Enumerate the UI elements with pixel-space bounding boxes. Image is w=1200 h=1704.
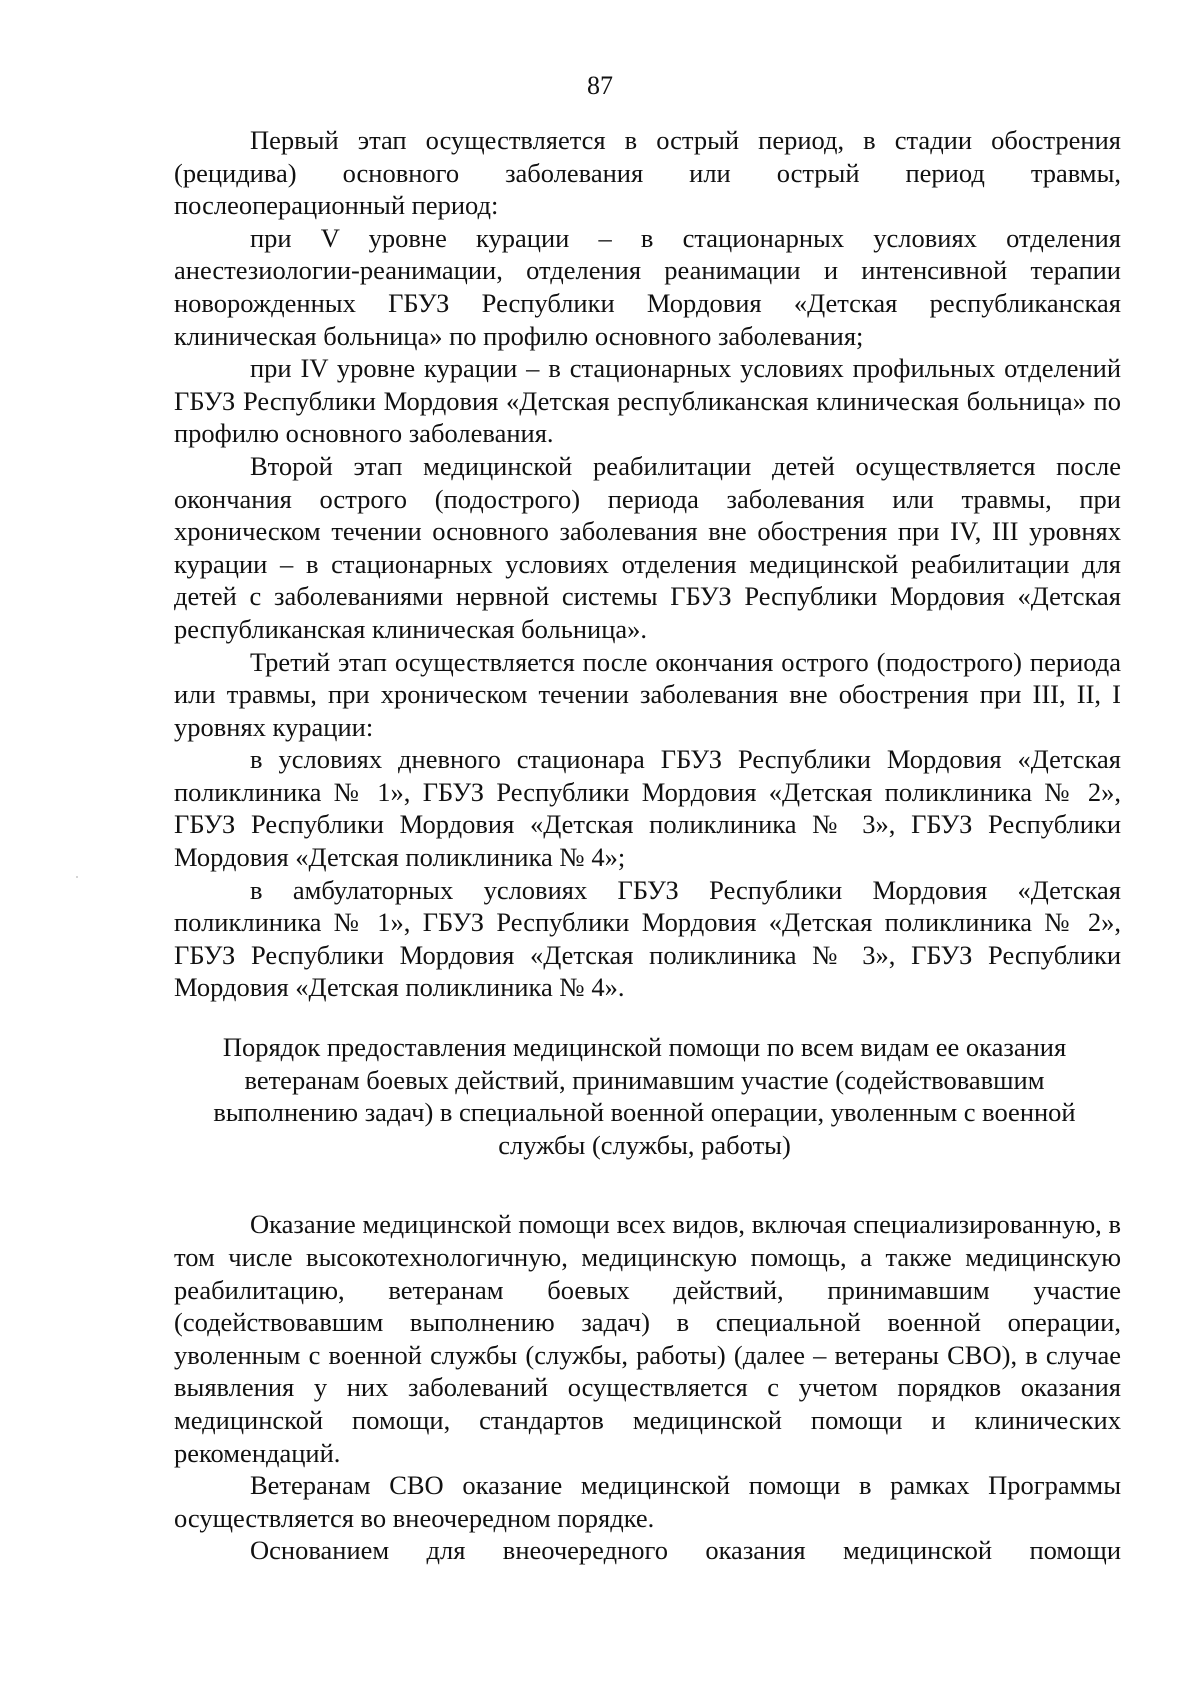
paragraph-first-stage: Первый этап осуществляется в острый период, в стадии обострения (рецидива) основного заболевания или острый период травмы, послеоперационный период: — [174, 125, 1121, 221]
paragraph-third-stage: Третий этап осуществляется после окончания острого (подострого) периода или травмы, при хроническом течении заболевания вне обострения при III, II, I уровнях курации: — [174, 646, 1121, 742]
section-heading-line: службы (службы, работы) — [498, 1129, 791, 1160]
paragraph-priority-order: Ветеранам СВО оказание медицинской помощи в рамках Программы осуществляется во внеочередном порядке. — [174, 1470, 1121, 1533]
section-body — [174, 1208, 1121, 1567]
page-number: 87 — [587, 71, 613, 100]
section-heading-line: Порядок предоставления медицинской помощи по всем видам ее оказания — [222, 1032, 1067, 1063]
paragraph-second-stage: Второй этап медицинской реабилитации детей осуществляется после окончания острого (подострого) периода заболевания или травмы, при хроническом течении основного заболевания вне обострения при IV, III уровнях курации – в стационарных условиях отделения медицинской реабилитации для детей с заболеваниями нервной системы ГБУЗ Республики Мордовия «Детская республиканская клиническая больница». — [174, 450, 1121, 644]
paragraph-day-hospital: в условиях дневного стационара ГБУЗ Республики Мордовия «Детская поликлиника № 1», ГБУЗ Республики Мордовия «Детская поликлиника № 2», ГБУЗ Республики Мордовия «Детская поликлиника № 3», ГБУЗ Республики Мордовия «Детская поликлиника № 4»; — [174, 744, 1121, 873]
paragraph-level-iv: при IV уровне курации – в стационарных условиях профильных отделений ГБУЗ Республики Мордовия «Детская республиканская клиническая больница» по профилю основного заболевания. — [174, 353, 1121, 449]
section-heading — [174, 1031, 1121, 1161]
paragraph-basis-priority: Основанием для внеочередного оказания медицинской помощи — [250, 1535, 1121, 1566]
section-heading-line: ветеранам боевых действий, принимавшим участие (содействовавшим — [244, 1064, 1045, 1095]
section-heading-line: выполнению задач) в специальной военной операции, уволенным с военной — [213, 1097, 1076, 1128]
scan-speck — [76, 876, 78, 878]
document-body — [174, 124, 1121, 1567]
paragraph-outpatient: в амбулаторных условиях ГБУЗ Республики Мордовия «Детская поликлиника № 1», ГБУЗ Республики Мордовия «Детская поликлиника № 2», ГБУЗ Республики Мордовия «Детская поликлиника № 3», ГБУЗ Республики Мордовия «Детская поликлиника № 4». — [174, 874, 1121, 1003]
paragraph-level-v: при V уровне курации – в стационарных условиях отделения анестезиологии-реанимации, отделения реанимации и интенсивной терапии новорожденных ГБУЗ Республики Мордовия «Детская республиканская клиническая больница» по профилю основного заболевания; — [174, 222, 1121, 351]
paragraph-medical-care-all-types: Оказание медицинской помощи всех видов, включая специализированную, в том числе высокотехнологичную, медицинскую помощь, а также медицинскую реабилитацию, ветеранам боевых действий, принимавшим участие (содействовавшим выполнению задач) в специальной военной операции, уволенным с военной службы (службы, работы) (далее – ветераны СВО), в случае выявления у них заболеваний осуществляется с учетом порядков оказания медицинской помощи, стандартов медицинской помощи и клинических рекомендаций. — [174, 1209, 1121, 1468]
